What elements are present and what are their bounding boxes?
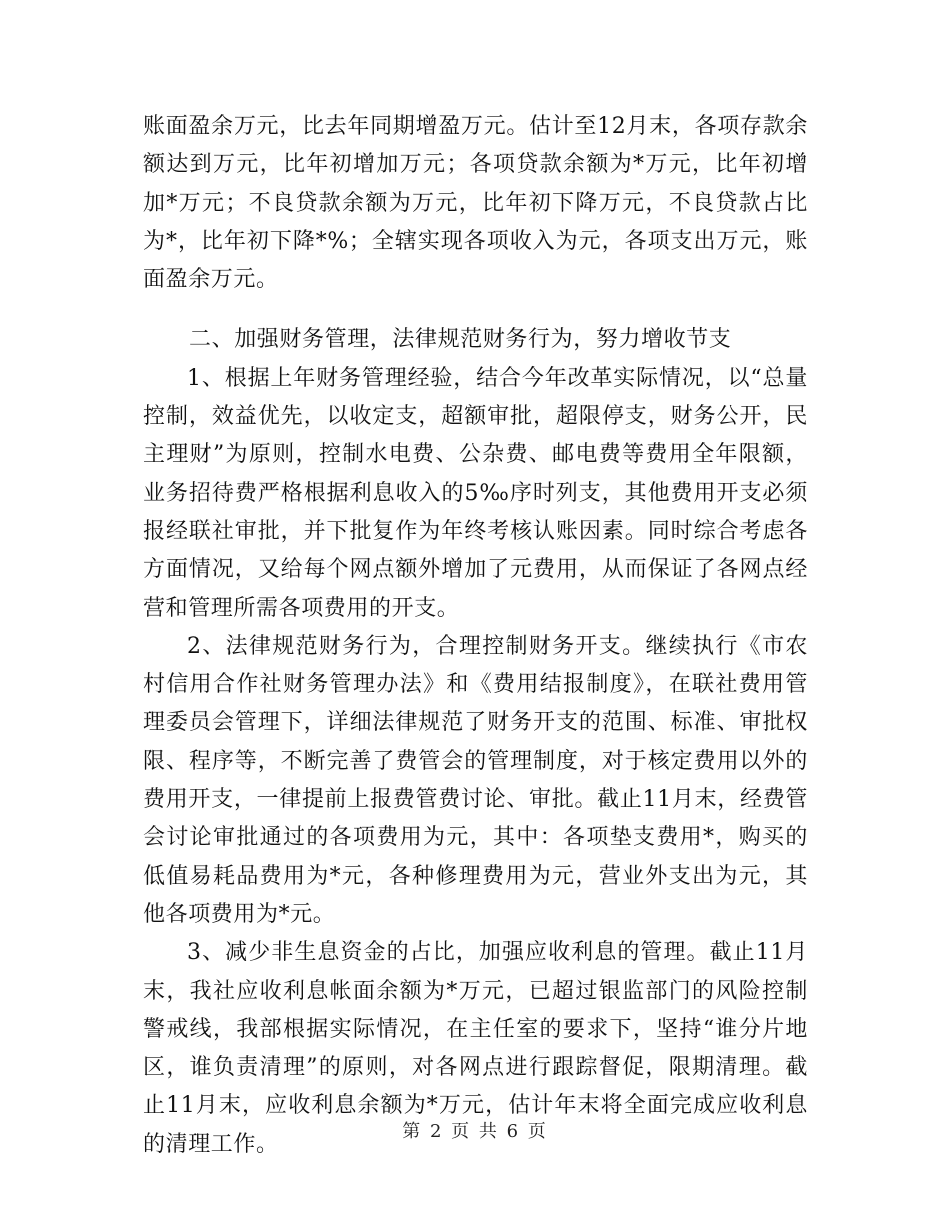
item-2-paragraph: 2、法律规范财务行为，合理控制财务开支。继续执行《市农村信用合作社财务管理办法》和《费用结报制度》，在联社费用管理委员会管理下，详细法律规范了财务开支的范围、标准、审批权限、程序等，不断完善了费管会的管理制度，对于核定费用以外的费用开支，一律提前上报费管费讨论、审批。截止11月末，经费管会讨论审批通过的各项费用为元，其中：各项垫支费用*，购买的低值易耗品费用为*元，各种修理费用为元，营业外支出为元，其他各项费用为*元。 [143,633,808,927]
item-1-paragraph: 1、根据上年财务管理经验，结合今年改革实际情况，以“总量控制，效益优先，以收定支，超额审批，超限停支，财务公开，民主理财”为原则，控制水电费、公杂费、邮电费等费用全年限额，业务招待费严格根据利息收入的5‰序时列支，其他费用开支必须报经联社审批，并下批复作为年终考核认账因素。同时综合考虑各方面情况，又给每个网点额外增加了元费用，从而保证了各网点经营和管理所需各项费用的开支。 [143,365,808,621]
item-3-paragraph: 3、减少非生息资金的占比，加强应收利息的管理。截止11月末，我社应收利息帐面余额为*万元，已超过银监部门的风险控制警戒线，我部根据实际情况，在主任室的要求下，坚持“谁分片地区，谁负责清理”的原则，对各网点进行跟踪督促，限期清理。截止11月末，应收利息余额为*万元，估计年末将全面完成应收利息的清理工作。 [143,940,808,1157]
page-number-footer: 第 2 页 共 6 页 [402,1121,548,1142]
section-heading: 二、加强财务管理，法律规范财务行为，努力增收节支 [189,327,732,353]
intro-paragraph: 账面盈余万元，比去年同期增盈万元。估计至12月末，各项存款余额达到万元，比年初增加万元；各项贷款余额为*万元，比年初增加*万元；不良贷款余额为万元，比年初下降万元，不良贷款占比为*，比年初下降*%；全辖实现各项收入为元，各项支出万元，账面盈余万元。 [143,114,808,293]
document-body [143,108,808,1164]
